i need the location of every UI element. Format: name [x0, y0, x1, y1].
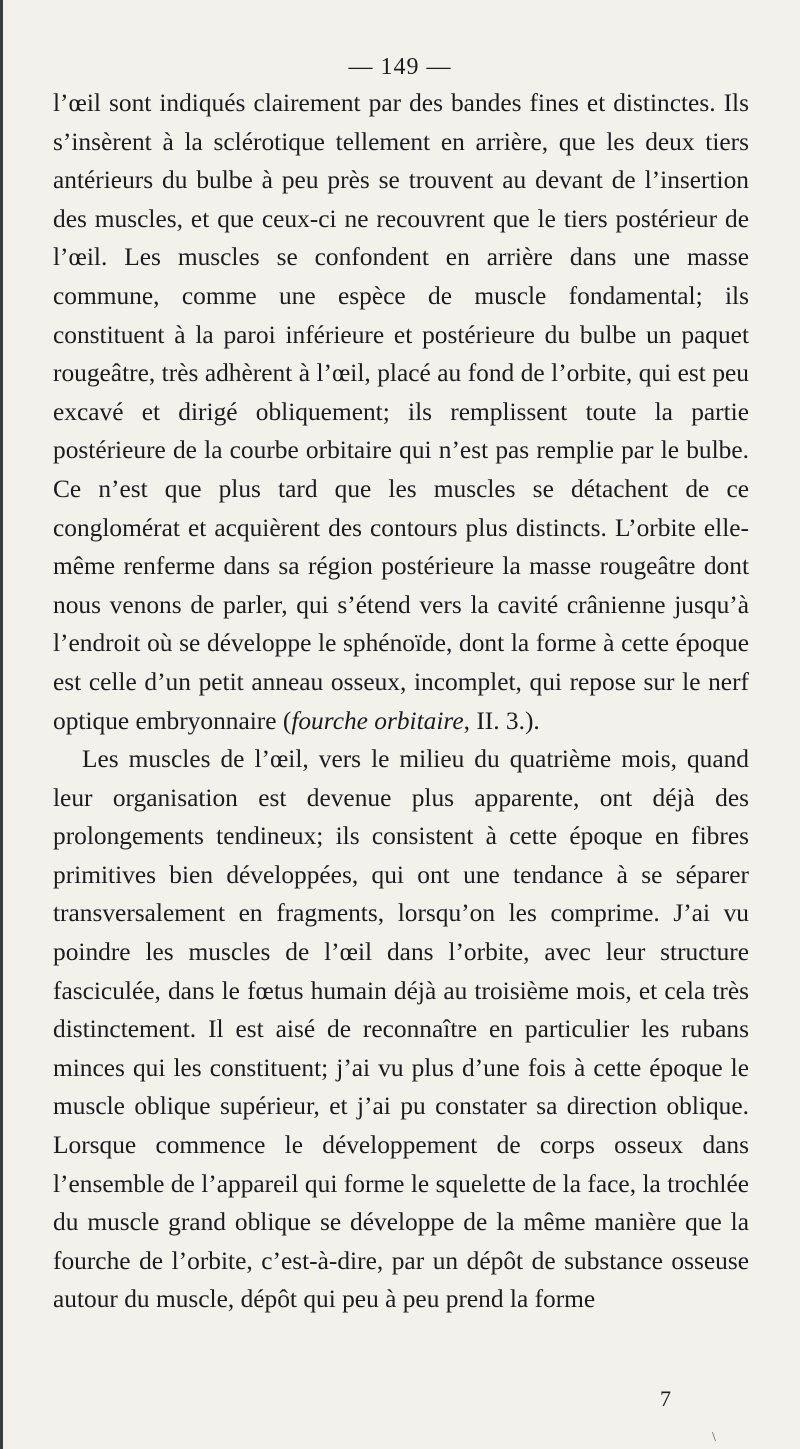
paragraph-1-text: l’œil sont indiqués clairement par des bandes fines et distinctes. Ils s’insèrent à la sclérotique tellement en arrière, que les deux tiers antérieurs du bulbe à peu près se trouvent au devant de l’insertion des muscles, et que ceux-ci ne recouvrent que le tiers postérieur de l’œil. Les muscles se confondent en arrière dans une masse commune, comme une espèce de muscle fondamental; ils constituent à la paroi inférieure et postérieure du bulbe un paquet rougeâtre, très adhèrent à l’œil, placé au fond de l’orbite, qui est peu excavé et dirigé obliquement; ils remplissent toute la partie postérieure de la courbe orbitaire qui n’est pas remplie par le bulbe. Ce n’est que plus tard que les muscles se détachent de ce conglomérat et acquièrent des contours plus distincts. L’orbite elle-même renferme dans sa région postérieure la masse rougeâtre dont nous venons de parler, qui s’étend vers la cavité crânienne jusqu’à l’endroit où se développe le sphénoïde, dont la forme à cette époque est celle d’un petit anneau osseux, incomplet, qui repose sur le nerf optique embryonnaire ( [53, 89, 749, 735]
paragraph-1 [53, 84, 749, 740]
paragraph-2-text: Les muscles de l’œil, vers le milieu du quatrième mois, quand leur organisation est devenue plus apparente, ont déjà des prolongements tendineux; ils consistent à cette époque en fibres primitives bien développées, qui ont une tendance à se séparer transversalement en fragments, lorsqu’on les comprime. J’ai vu poindre les muscles de l’œil dans l’orbite, avec leur structure fasciculée, dans le fœtus humain déjà au troisième mois, et cela très distinctement. Il est aisé de reconnaître en particulier les rubans minces qui les constituent; j’ai vu plus d’une fois à cette époque le muscle oblique supérieur, et j’ai pu constater sa direction oblique. Lorsque commence le développement de corps osseux dans l’ensemble de l’appareil qui forme le squelette de la face, la trochlée du muscle grand oblique se développe de la même manière que la fourche de l’orbite, c’est-à-dire, par un dépôt de substance osseuse autour du muscle, dépôt qui peu à peu prend la forme [53, 745, 749, 1314]
margin-mark: \ [712, 1430, 716, 1445]
signature-mark: 7 [660, 1386, 671, 1411]
page-number: — 149 — [348, 54, 452, 80]
paragraph-2 [53, 740, 749, 1319]
paragraph-1-italic: fourche orbitaire [291, 706, 464, 735]
body-text [53, 84, 749, 1319]
page-left-edge [0, 0, 3, 1449]
paragraph-1-after: , II. 3.). [463, 706, 540, 735]
